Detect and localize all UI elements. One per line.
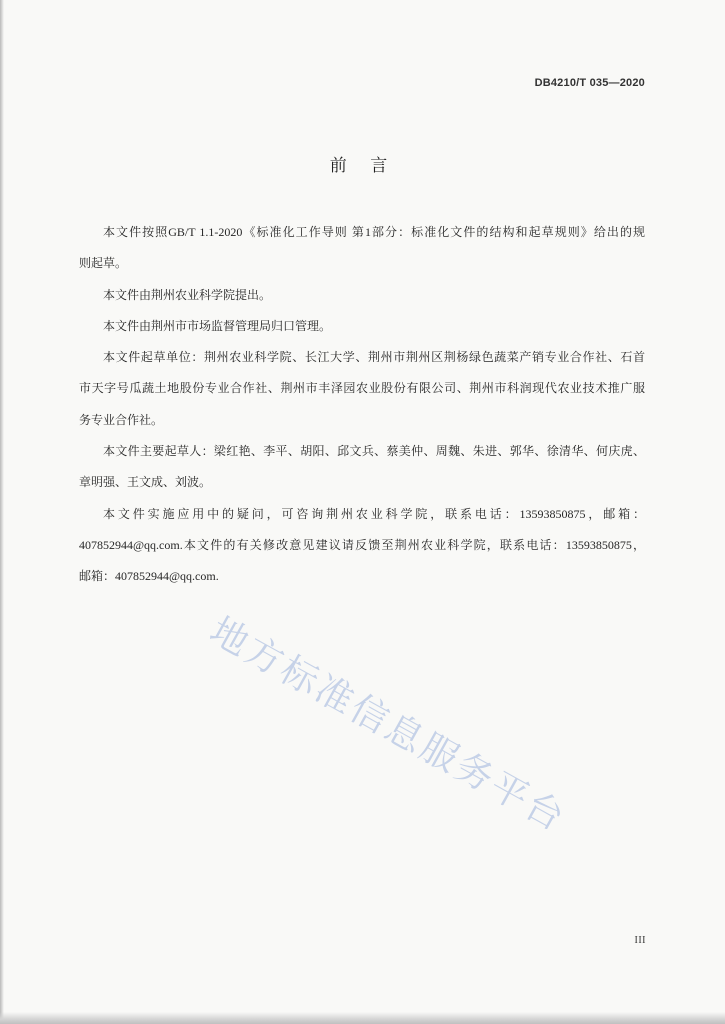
text-line: 本文件由荆州市市场监督管理局归口管理。 (103, 318, 332, 333)
text-line: 市天字号瓜蔬土地股份专业合作社、荆州市丰泽园农业股份有限公司、荆州市科润现代农业技术推广服 (79, 381, 645, 396)
watermark: 地方标准信息服务平台 (202, 608, 574, 841)
text-line: 本文件起草单位：荆州农业科学院、长江大学、荆州市荆州区荆杨绿色蔬菜产销专业合作社、石首 (103, 350, 645, 365)
text-line: 本文件实施应用中的疑问，可咨询荆州农业科学院，联系电话：13593850875，邮箱： (103, 506, 645, 521)
text-line: 本文件由荆州农业科学院提出。 (103, 287, 272, 302)
text-line: 章明强、王文成、刘波。 (79, 475, 212, 490)
page-title: 前 言 (329, 156, 397, 176)
page-number: III (634, 935, 646, 946)
paragraph-administration (79, 311, 645, 342)
paragraph-proposer (79, 280, 645, 311)
standard-code: DB4210/T 035—2020 (534, 77, 645, 89)
paragraph-drafting-units (79, 342, 645, 436)
text-line: 邮箱：407852944@qq.com. (79, 569, 219, 584)
scan-edge-bottom (0, 1012, 725, 1024)
text-line: 407852944@qq.com.本文件的有关修改意见建议请反馈至荆州农业科学院，联系电话：13593850875， (79, 537, 645, 552)
text-line: 本文件按照GB/T 1.1-2020《标准化工作导则 第1部分：标准化文件的结构和起草规则》给出的规 (103, 225, 645, 239)
text-line: 务专业合作社。 (79, 412, 164, 427)
text-line: 本文件主要起草人：梁红艳、李平、胡阳、邱文兵、蔡美仲、周魏、朱进、郭华、徐清华、何庆虎、 (103, 444, 645, 459)
foreword-body (79, 217, 645, 593)
text-line: 则起草。 (79, 256, 128, 271)
paragraph-drafters (79, 436, 645, 499)
scan-edge-left (0, 0, 4, 1024)
paragraph-contact (79, 499, 645, 593)
paragraph-drafting-basis (79, 217, 645, 280)
